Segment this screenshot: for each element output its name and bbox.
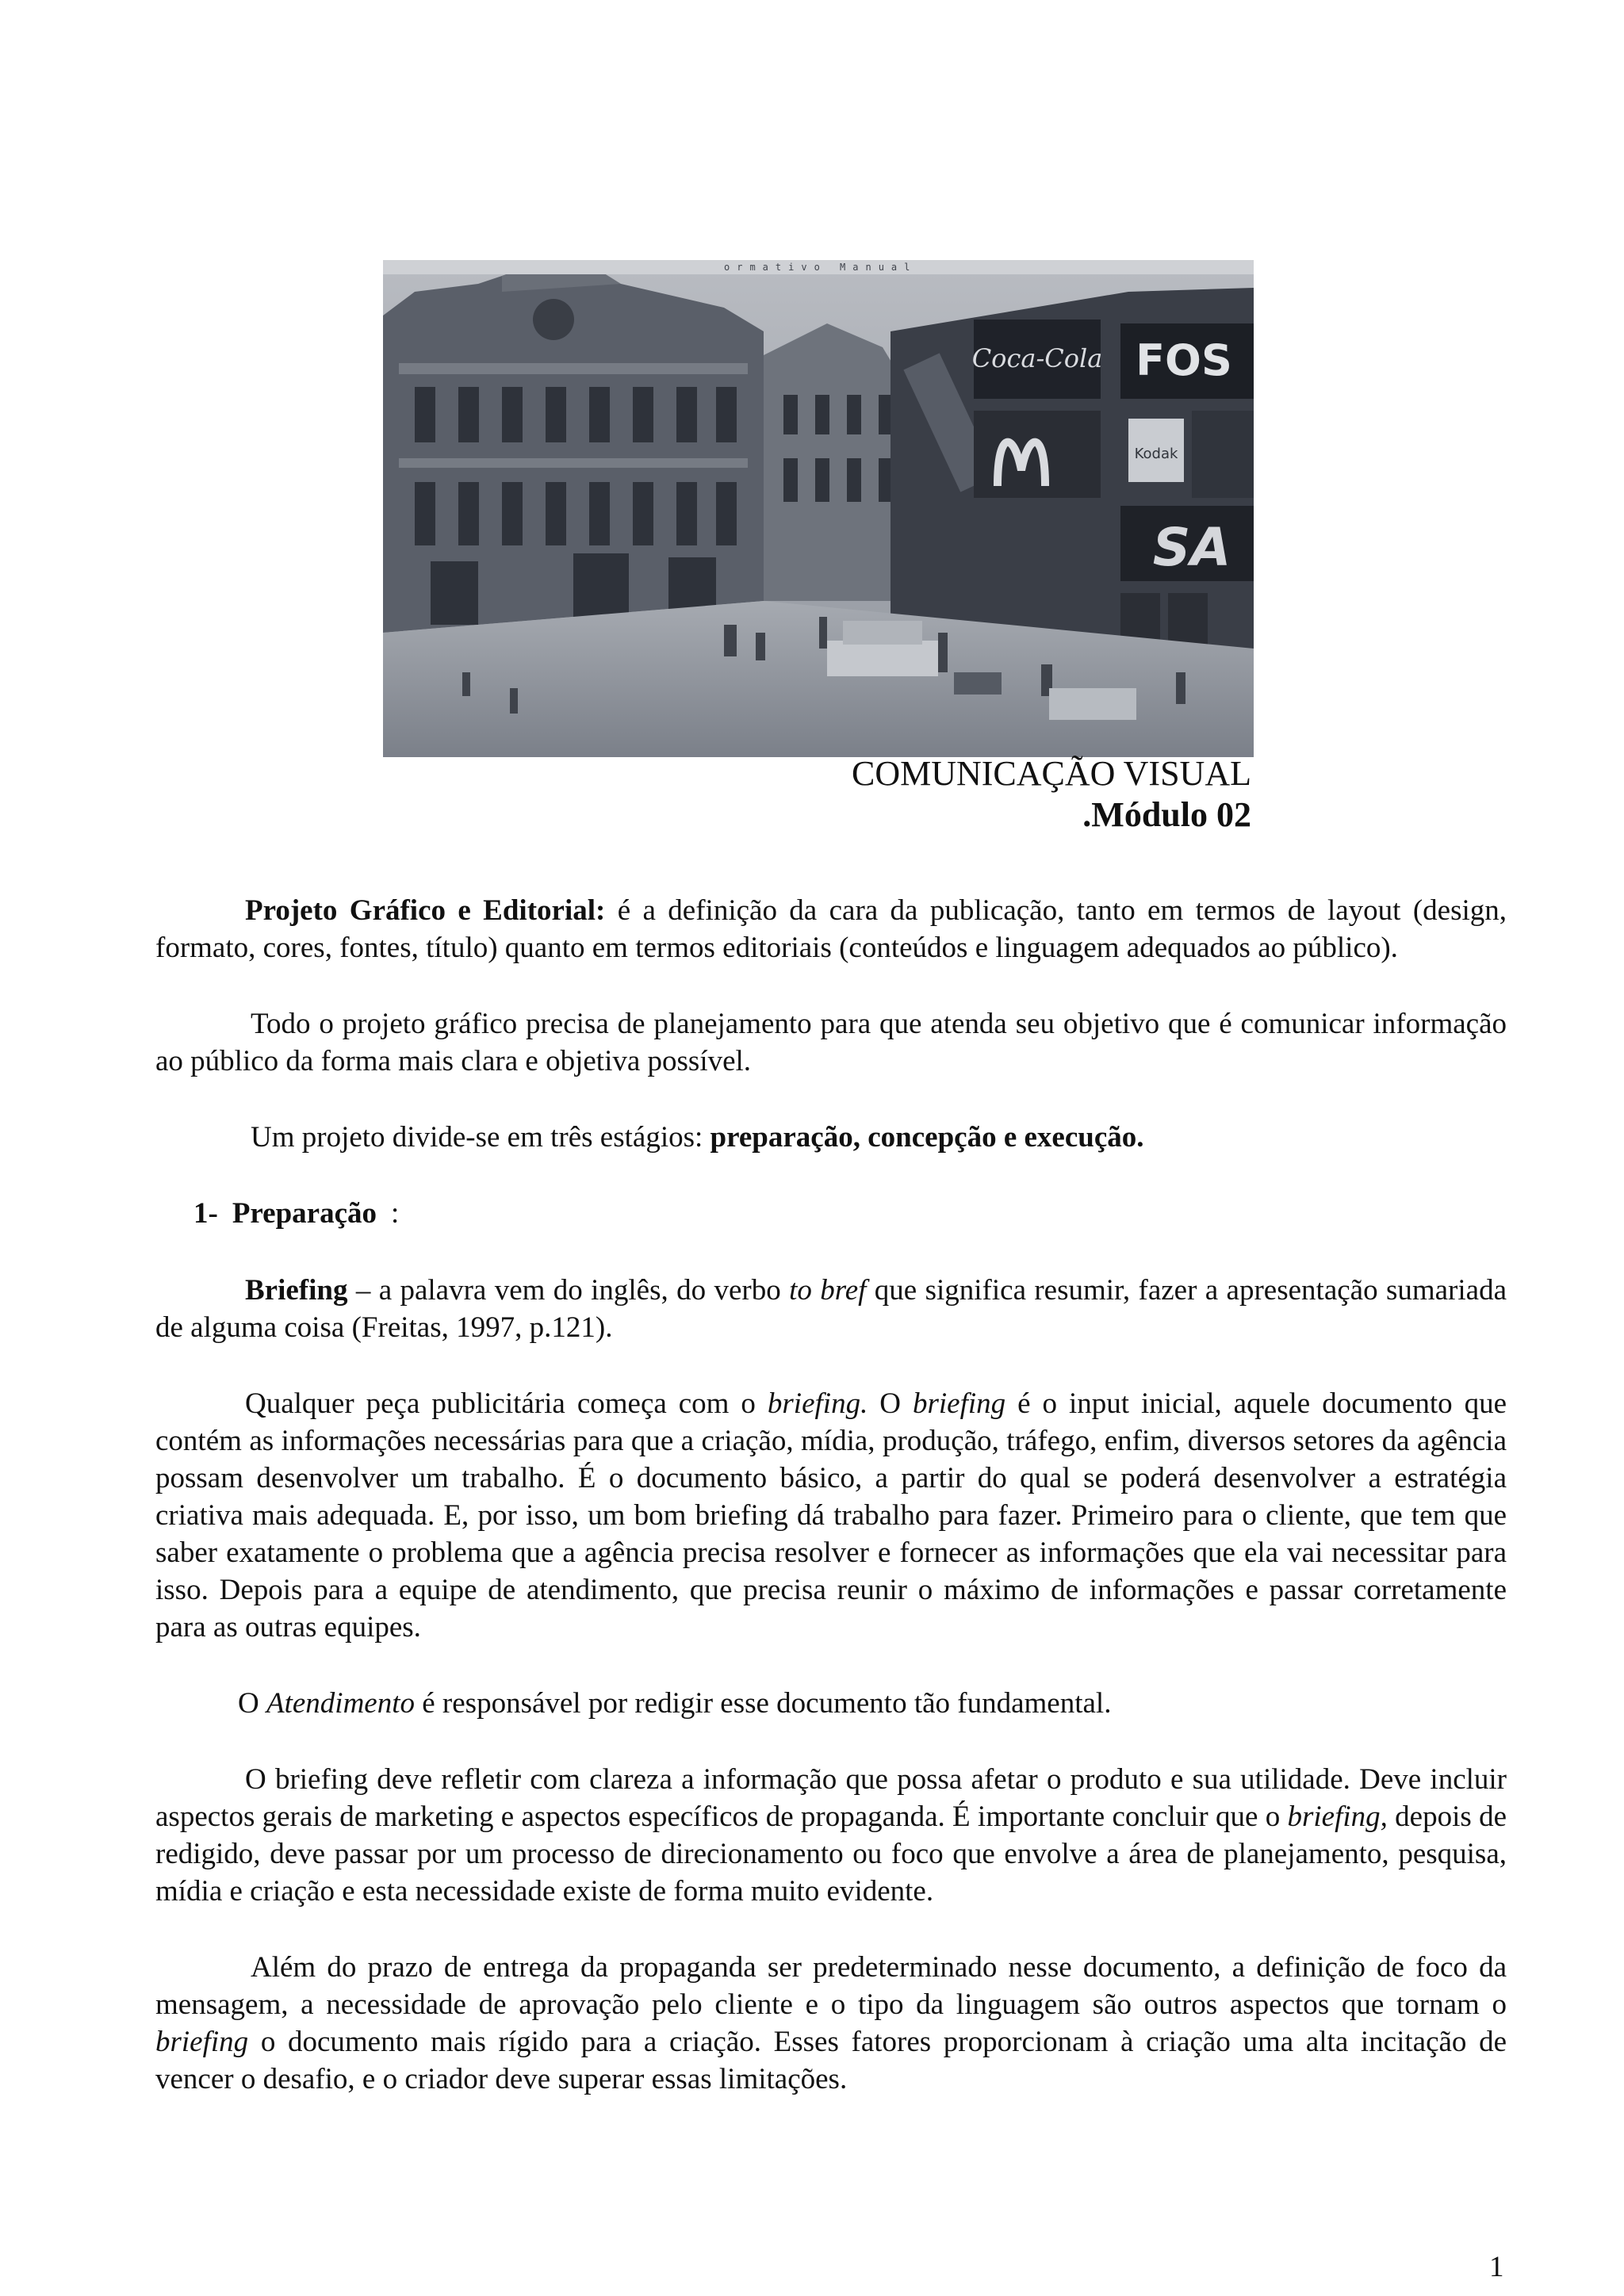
paragraph-briefing-use bbox=[155, 1385, 1507, 1646]
section-number: 1- bbox=[193, 1197, 218, 1230]
atendimento-text: O bbox=[238, 1687, 266, 1720]
coca-cola-sign: Coca-Cola bbox=[971, 343, 1103, 373]
paragraph-intro bbox=[155, 892, 1507, 966]
deadline-text: o documento mais rígido para a criação. Esses fatores proporcionam à criação uma alta incitação de vencer o desafio, e o criador deve superar essas limitações. bbox=[155, 2026, 1507, 2095]
section-heading-preparacao bbox=[155, 1195, 1507, 1232]
briefing-use-text: O bbox=[868, 1387, 913, 1420]
italic-briefing: briefing. bbox=[767, 1387, 868, 1420]
paragraph-stages bbox=[155, 1119, 1507, 1156]
planning-text: Todo o projeto gráfico precisa de planejamento para que atenda seu objetivo que é comunicar informação ao público da forma mais clara e objetiva possível. bbox=[155, 1008, 1507, 1077]
paragraph-atendimento bbox=[155, 1685, 1507, 1722]
briefing-use-text: Qualquer peça publicitária começa com o bbox=[245, 1387, 768, 1420]
italic-briefing: briefing, bbox=[1287, 1800, 1388, 1833]
module-label: .Módulo 02 bbox=[1082, 795, 1251, 834]
document-body bbox=[155, 892, 1507, 2137]
stages-text: Um projeto divide-se em três estágios: bbox=[251, 1121, 710, 1154]
italic-briefing: briefing bbox=[155, 2026, 249, 2058]
photo-caption: ormativo Manual bbox=[724, 262, 917, 273]
stages-list: preparação, concepção e execução. bbox=[710, 1121, 1144, 1154]
paragraph-reflect bbox=[155, 1761, 1507, 1910]
page-number: 1 bbox=[1489, 2251, 1504, 2283]
intro-text: é a definição da cara da publicação, tanto em termos de layout (design, formato, cores, fontes, título) quanto em termos editoriais (conteúdos e linguagem adequados ao público). bbox=[155, 894, 1507, 964]
reflect-text: O briefing deve refletir com clareza a informação que possa afetar o produto e sua utilidade. Deve incluir aspectos gerais de marketing e aspectos específicos de propaganda. É importante concluir que o bbox=[155, 1763, 1507, 1833]
title-block bbox=[714, 753, 1251, 836]
term-briefing: Briefing bbox=[245, 1274, 348, 1307]
section-label: Preparação bbox=[232, 1197, 377, 1230]
paragraph-planning bbox=[155, 1005, 1507, 1080]
atendimento-text: é responsável por redigir esse documento tão fundamental. bbox=[415, 1687, 1112, 1720]
italic-atendimento: Atendimento bbox=[266, 1687, 415, 1720]
briefing-use-text: é o input inicial, aquele documento que contém as informações necessárias para que a criação, mídia, produção, tráfego, enfim, diversos setores da agência possam desenvolver um trabalho. É o documento básico, a partir do qual se poderá desenvolver a estratégia criativa mais adequada. E, por isso, um bom briefing dá trabalho para fazer. Primeiro para o cliente, que tem que saber exatamente o problema que a agência precisa resolver e fornecer as informações que ela vai necessitar para isso. Depois para a equipe de atendimento, que precisa reunir o máximo de informações e passar corretamente para as outras equipes. bbox=[155, 1387, 1507, 1644]
kodak-sign: Kodak bbox=[1134, 446, 1178, 462]
deadline-text: Além do prazo de entrega da propaganda ser predeterminado nesse documento, a definição de foco da mensagem, a necessidade de aprovação pelo cliente e o tipo da linguagem são outros aspectos que tornam o bbox=[155, 1951, 1507, 2021]
fos-sign: FOS bbox=[1136, 335, 1232, 385]
piccadilly-circus-photo bbox=[383, 260, 1254, 757]
term-projeto-grafico: Projeto Gráfico e Editorial: bbox=[245, 894, 606, 927]
briefing-def-text: – a palavra vem do inglês, do verbo bbox=[347, 1274, 790, 1307]
briefing-def-text-end: que significa resumir, fazer a apresentação sumariada de alguma coisa (Freitas, 1997, p.121). bbox=[155, 1274, 1507, 1344]
sa-sign: SA bbox=[1152, 517, 1231, 578]
paragraph-briefing-definition bbox=[155, 1272, 1507, 1346]
reflect-text: depois de redigido, deve passar por um processo de direcionamento ou foco que envolve a área de planejamento, pesquisa, mídia e criação e esta necessidade existe de forma muito evidente. bbox=[155, 1800, 1507, 1908]
header-photo bbox=[383, 260, 1254, 757]
document-title: COMUNICAÇÃO VISUAL bbox=[851, 754, 1251, 793]
paragraph-deadline bbox=[155, 1949, 1507, 2098]
section-colon: : bbox=[391, 1197, 400, 1230]
italic-to-bref: to bref bbox=[789, 1274, 867, 1307]
italic-briefing: briefing bbox=[912, 1387, 1006, 1420]
